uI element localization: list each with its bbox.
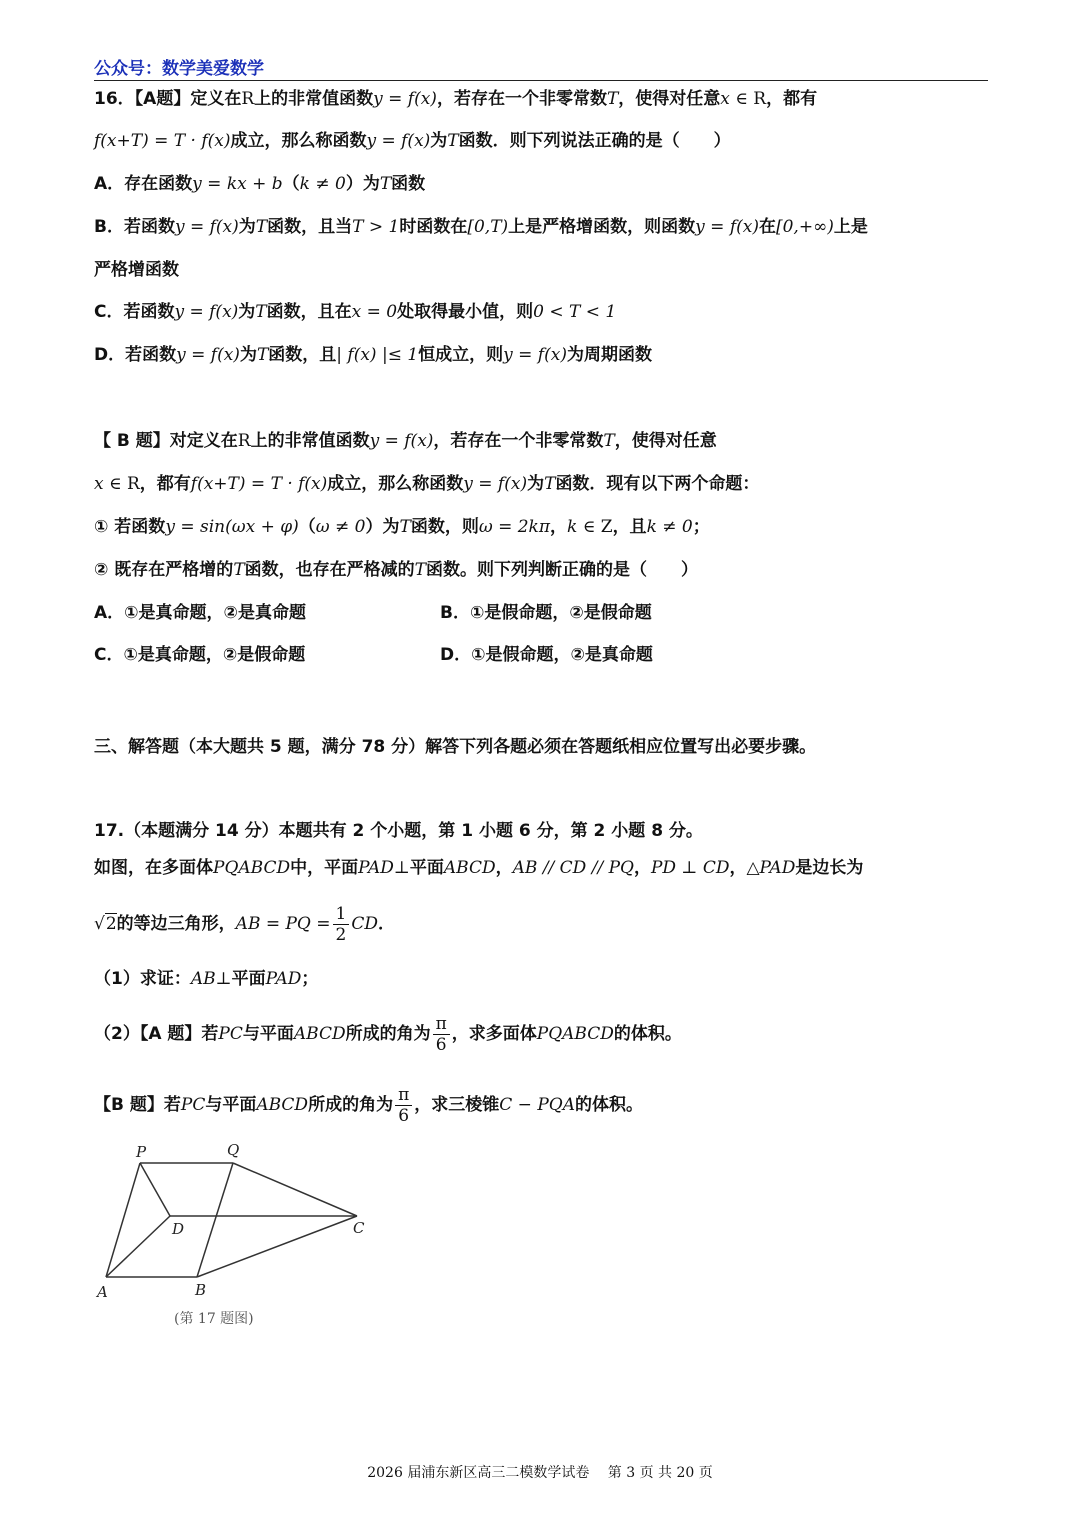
edge-qb (197, 1163, 233, 1277)
q16a-line2: f(x+T) = T · f(x)成立，那么称函数y = f(x)为T函数．则下列说法正确的是（ ） (94, 131, 731, 151)
polyhedron-figure (92, 1140, 382, 1305)
page-footer: 2026 届浦东新区高三二模数学试卷 第 3 页 共 20 页 (367, 1465, 713, 1481)
q16a-option-b: B．若函数y = f(x)为T函数，且当T > 1时函数在[0,T)上是严格增函数，则函数y = f(x)在[0,+∞)上是 (94, 217, 868, 237)
q17-part2-a: （2）【A 题】若PC与平面ABCD所成的角为 $\frac{\pi}{6}$ ，求多面体PQABCD的体积。 (94, 1013, 682, 1055)
label-c: C (353, 1219, 365, 1237)
header-title: 公众号：数学美爱数学 (94, 59, 264, 79)
section3-heading: 三、解答题（本大题共 5 题，满分 78 分）解答下列各题必须在答题纸相应位置写出必要步骤。 (94, 737, 817, 757)
label-p: P (136, 1143, 147, 1161)
header-rule (94, 80, 988, 81)
q16b-proposition-2: ② 既存在严格增的T函数，也存在严格减的T函数。则下列判断正确的是（ ） (94, 560, 698, 580)
q17-intro: 17.（本题满分 14 分）本题共有 2 个小题，第 1 小题 6 分，第 2 小题 8 分。 (94, 821, 703, 841)
edge-pd (140, 1163, 170, 1216)
q16b-option-a: A．①是真命题，②是真命题 (94, 603, 306, 623)
q17-part1: （1）求证：AB⊥平面PAD； (94, 969, 319, 989)
label-a: A (97, 1283, 108, 1301)
edge-qc (233, 1163, 357, 1216)
label-b: B (195, 1281, 207, 1299)
label-q: Q (227, 1141, 240, 1159)
q16a-option-a: A．存在函数y = kx + b（k ≠ 0）为T函数 (94, 174, 426, 194)
q16a-option-d: D．若函数y = f(x)为T函数，且| f(x) |≤ 1恒成立，则y = f(x)为周期函数 (94, 345, 652, 365)
q16b-line1: 【 B 题】对定义在R上的非常值函数y = f(x)，若存在一个非零常数T，使得对任意 (94, 431, 717, 451)
q16b-option-d: D．①是假命题，②是真命题 (440, 645, 653, 665)
q16b-proposition-1: ① 若函数y = sin(ωx + φ)（ω ≠ 0）为T函数，则ω = 2kπ，k ∈ Z，且k ≠ 0； (94, 517, 710, 537)
q16a-option-c: C．若函数y = f(x)为T函数，且在x = 0处取得最小值，则0 < T < 1 (94, 302, 617, 322)
q16b-option-b: B．①是假命题，②是假命题 (440, 603, 652, 623)
q16b-line2: x ∈ R，都有f(x+T) = T · f(x)成立，那么称函数y = f(x)为T函数．现有以下两个命题： (94, 474, 760, 494)
q16a-line1: 16．【A题】定义在R上的非常值函数y = f(x)，若存在一个非零常数T，使得对任意x ∈ R，都有 (94, 89, 818, 109)
q16b-option-c: C．①是真命题，②是假命题 (94, 645, 306, 665)
label-d: D (172, 1220, 185, 1238)
q17-line2: √2的等边三角形，AB = PQ = $\frac{1}{2}$ CD． (94, 903, 395, 945)
edge-bc (197, 1216, 357, 1277)
q17-line1: 如图，在多面体PQABCD中，平面PAD⊥平面ABCD，AB // CD // PQ，PD ⊥ CD，△PAD是边长为 (94, 858, 864, 878)
q17-part2-b: 【B 题】若PC与平面ABCD所成的角为 $\frac{\pi}{6}$ ，求三棱锥C − PQA的体积。 (94, 1084, 643, 1126)
q16a-option-b-cont: 严格增函数 (94, 260, 179, 280)
figure-caption: (第 17 题图) (174, 1311, 254, 1327)
